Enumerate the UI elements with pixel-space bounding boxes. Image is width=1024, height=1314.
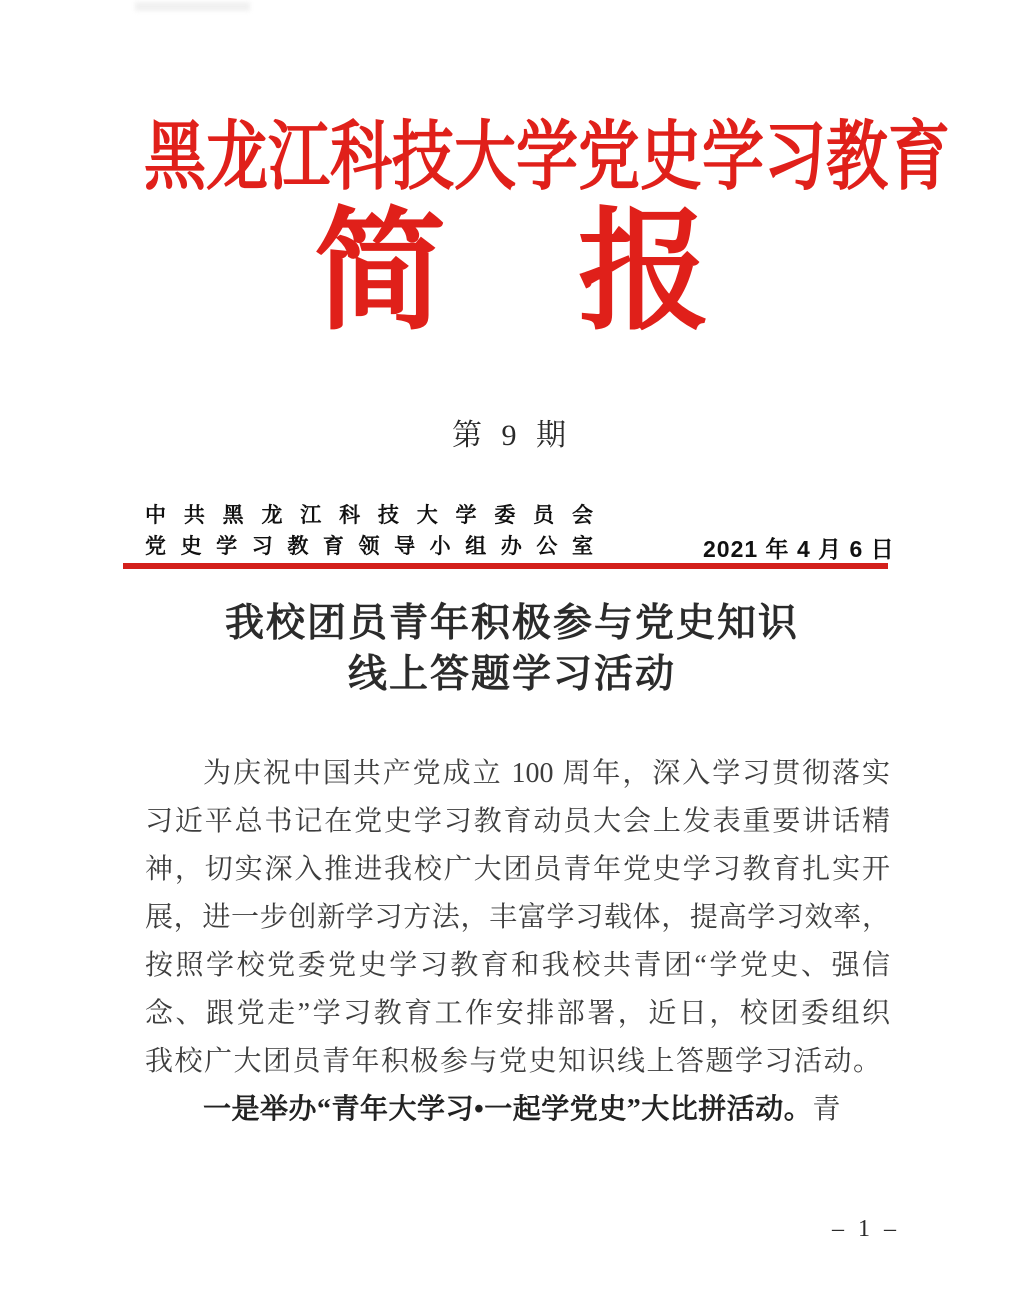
article-title-line-1: 我校团员青年积极参与党史知识 xyxy=(224,602,799,645)
para2-regular-tail: 青 xyxy=(812,1094,841,1125)
article-body xyxy=(145,752,890,1136)
page-number: – 1 – xyxy=(832,1216,900,1242)
body-line: 神，切实深入推进我校广大团员青年党史学习教育扎实开 xyxy=(145,854,890,885)
masthead-title: 黑龙江科技大学党史学习教育 xyxy=(144,116,951,200)
body-line: 按照学校党委党史学习教育和我校共青团“学党史、强信 xyxy=(145,950,890,981)
para2-bold-lead: 一是举办“青年大学习•一起学党史”大比拼活动。 xyxy=(203,1094,813,1125)
issue-date: 2021 年 4 月 6 日 xyxy=(703,536,895,562)
body-line: 展，进一步创新学习方法，丰富学习载体，提高学习效率， xyxy=(145,902,890,933)
bulletin-title xyxy=(0,198,1024,346)
issuer-block xyxy=(145,500,593,562)
issuer-line-2: 党史学习教育领导小组办公室 xyxy=(145,535,593,558)
body-line: 习近平总书记在党史学习教育动员大会上发表重要讲话精 xyxy=(145,806,890,837)
bulletin-char-jian: 简 xyxy=(314,198,446,345)
issue-number: 第 9 期 xyxy=(452,419,572,452)
body-paragraph-2-first-line xyxy=(145,1088,890,1136)
body-line: 念、跟党走”学习教育工作安排部署，近日，校团委组织 xyxy=(145,998,890,1029)
body-line: 为庆祝中国共产党成立 100 周年，深入学习贯彻落实 xyxy=(203,758,890,789)
masthead-divider-rule xyxy=(123,563,888,569)
bulletin-char-bao: 报 xyxy=(578,198,710,345)
article-title-line-2: 线上答题学习活动 xyxy=(347,653,676,696)
issuer-line-1: 中共黑龙江科技大学委员会 xyxy=(145,504,593,527)
scan-artifact xyxy=(135,2,250,11)
article-title xyxy=(0,598,1024,700)
body-line: 我校广大团员青年积极参与党史知识线上答题学习活动。 xyxy=(145,1046,883,1077)
